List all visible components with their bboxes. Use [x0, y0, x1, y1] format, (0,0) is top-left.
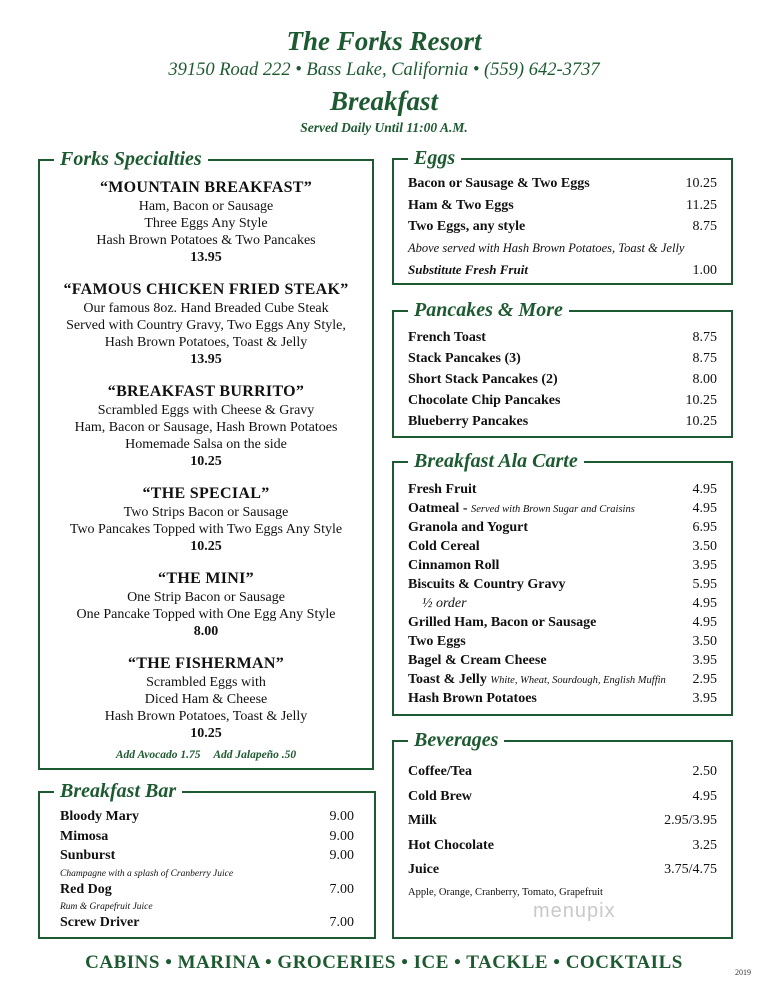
specialty-name: “THE FISHERMAN” — [127, 655, 285, 672]
bar-item-label: Sunburst — [60, 848, 116, 863]
bar-item-label: Red Dog — [60, 881, 112, 897]
eggs-item-price: 10.25 — [685, 176, 717, 191]
ala-carte-item-name — [408, 672, 666, 688]
ala-carte-item-name — [408, 520, 528, 536]
beverage-item-name — [408, 764, 472, 780]
beverage-item-label: Hot Chocolate — [408, 837, 494, 853]
eggs-item-label: Bacon or Sausage & Two Eggs — [408, 176, 590, 191]
pancake-item-price: 10.25 — [685, 414, 717, 429]
beverage-item-price: 2.95/3.95 — [664, 813, 717, 828]
ala-carte-item-label: Oatmeal - — [408, 501, 471, 516]
ala-carte-item-row — [408, 615, 717, 634]
pancake-item-label: Stack Pancakes (3) — [408, 351, 521, 366]
pancake-item-label: Blueberry Pancakes — [408, 414, 529, 429]
bar-item-subtext: Champagne with a splash of Cranberry Juice — [60, 868, 234, 879]
pancakes-list — [408, 330, 717, 435]
specialty-description: Ham, Bacon or Sausage, Hash Brown Potatoes — [74, 420, 338, 435]
bar-item-row — [60, 848, 354, 868]
beverage-item-name — [408, 789, 472, 805]
specialty-name: “MOUNTAIN BREAKFAST” — [99, 179, 313, 196]
pancake-item-name — [408, 414, 528, 430]
pancake-item-row — [408, 393, 717, 414]
eggs-note-row — [408, 241, 717, 263]
ala-carte-item-label: Two Eggs — [408, 634, 466, 649]
pancake-item-row — [408, 372, 717, 393]
specialty-description: One Pancake Topped with One Egg Any Style — [76, 607, 336, 622]
ala-carte-item-name — [408, 634, 466, 650]
ala-carte-item-name — [408, 653, 547, 669]
ala-carte-item-row — [408, 634, 717, 653]
ala-carte-item-price: 4.95 — [692, 615, 717, 630]
bar-item-row — [60, 829, 354, 849]
eggs-box — [392, 147, 733, 285]
beverage-item-name — [408, 838, 494, 854]
specialty-item — [40, 382, 372, 470]
ala-carte-item-row — [408, 558, 717, 577]
specialty-description: Diced Ham & Cheese — [144, 692, 268, 707]
beverage-item-label: Cold Brew — [408, 788, 472, 804]
ala-carte-item-row — [408, 539, 717, 558]
served-hours: Served Daily Until 11:00 A.M. — [300, 120, 468, 135]
bar-item-name — [60, 809, 139, 825]
pancake-item-price: 10.25 — [685, 393, 717, 408]
bar-item-price: 9.00 — [329, 809, 354, 824]
beverage-item-price: 2.50 — [692, 764, 717, 779]
ala-carte-item-label: Fresh Fruit — [408, 482, 477, 497]
specialty-price: 13.95 — [190, 352, 222, 367]
restaurant-address: 39150 Road 222 • Bass Lake, California • (559) 642-3737 — [168, 60, 600, 80]
specialties-addons — [40, 749, 372, 761]
ala-carte-item-name — [408, 539, 480, 555]
breakfast-bar-box — [38, 780, 376, 939]
ala-carte-item-label: Biscuits & Country Gravy — [408, 577, 566, 592]
ala-carte-item-label: Toast & Jelly — [408, 672, 491, 687]
specialty-description: Scrambled Eggs with Cheese & Gravy — [97, 403, 315, 418]
specialty-description: Hash Brown Potatoes, Toast & Jelly — [104, 335, 308, 350]
bar-item-row — [60, 915, 354, 935]
bar-item-label: Bloody Mary — [60, 809, 139, 824]
beverage-item-name — [408, 862, 439, 878]
bar-item-name — [60, 882, 112, 898]
specialty-item — [40, 569, 372, 640]
substitute-fruit-row — [408, 262, 717, 284]
specialty-description: Hash Brown Potatoes & Two Pancakes — [96, 233, 316, 248]
restaurant-title: The Forks Resort — [286, 26, 482, 56]
bar-item-name — [60, 915, 139, 931]
eggs-item-price: 11.25 — [686, 197, 717, 213]
bar-item-price: 9.00 — [329, 828, 354, 844]
bar-item-name — [60, 848, 115, 864]
specialty-price: 10.25 — [190, 454, 222, 469]
eggs-title: Eggs — [408, 145, 461, 171]
specialty-item — [40, 280, 372, 368]
pancake-item-name — [408, 351, 521, 367]
specialty-description: Hash Brown Potatoes, Toast & Jelly — [104, 709, 308, 724]
specialty-price: 10.25 — [190, 539, 222, 554]
ala-carte-item-name — [408, 482, 477, 498]
ala-carte-item-row — [408, 520, 717, 539]
specialty-price: 8.00 — [193, 624, 219, 639]
bar-item-label: Mimosa — [60, 828, 109, 844]
ala-carte-item-label: Cinnamon Roll — [408, 558, 500, 573]
specialties-list — [40, 178, 372, 756]
ala-carte-item-price: 4.95 — [692, 501, 717, 516]
ala-carte-list — [408, 482, 717, 710]
ala-carte-item-row — [408, 672, 717, 691]
pancake-item-price: 8.75 — [692, 351, 717, 366]
eggs-list — [408, 176, 717, 284]
specialty-name: “FAMOUS CHICKEN FRIED STEAK” — [63, 281, 349, 298]
ala-carte-item-price: 3.95 — [692, 558, 717, 573]
beverage-item-price: 3.25 — [692, 837, 717, 853]
pancake-item-row — [408, 414, 717, 435]
specialty-price: 10.25 — [190, 726, 222, 741]
bar-item-price: 7.00 — [329, 881, 354, 897]
ala-carte-item-price: 3.50 — [692, 539, 717, 554]
footer-year: 2019 — [735, 968, 751, 977]
specialty-item — [40, 484, 372, 555]
pancakes-title: Pancakes & More — [408, 297, 569, 323]
eggs-note: Above served with Hash Brown Potatoes, Toast & Jelly — [408, 240, 685, 255]
bar-item-subtext: Rum & Grapefruit Juice — [60, 902, 153, 912]
pancake-item-name — [408, 330, 486, 346]
specialty-name: “BREAKFAST BURRITO” — [107, 383, 305, 400]
eggs-item-name — [408, 198, 514, 214]
beverage-item-label: Milk — [408, 813, 437, 828]
ala-carte-item-note: Served with Brown Sugar and Craisins — [470, 504, 635, 515]
pancake-item-name — [408, 393, 560, 409]
specialties-title: Forks Specialties — [54, 146, 208, 172]
eggs-item-row — [408, 219, 717, 241]
ala-carte-item-row — [408, 577, 717, 596]
ala-carte-item-row — [408, 653, 717, 672]
ala-carte-item-price: 4.95 — [692, 596, 717, 611]
menu-section-title: Breakfast — [330, 86, 438, 116]
pancake-item-row — [408, 330, 717, 351]
ala-carte-item-name — [408, 691, 537, 707]
ala-carte-title: Breakfast Ala Carte — [408, 448, 584, 474]
eggs-item-label: Ham & Two Eggs — [408, 197, 514, 213]
ala-carte-item-price: 5.95 — [692, 577, 717, 592]
beverages-list — [408, 764, 717, 898]
add-avocado: Add Avocado 1.75 — [115, 749, 201, 761]
breakfast-bar-list — [60, 809, 354, 935]
ala-carte-item-label: Granola and Yogurt — [408, 520, 529, 535]
specialty-description: One Strip Bacon or Sausage — [127, 590, 285, 605]
ala-carte-item-price: 4.95 — [692, 482, 717, 497]
ala-carte-item-label: Cold Cereal — [408, 539, 480, 554]
substitute-fruit-name: Substitute Fresh Fruit — [408, 262, 528, 277]
eggs-item-name — [408, 176, 590, 192]
eggs-item-row — [408, 176, 717, 198]
ala-carte-item-price: 6.95 — [692, 520, 717, 535]
specialty-price: 13.95 — [190, 250, 222, 265]
add-jalapeno: Add Jalapeño .50 — [213, 749, 297, 761]
ala-carte-item-name — [408, 558, 499, 574]
beverage-item-row — [408, 764, 717, 789]
specialty-description: Two Pancakes Topped with Two Eggs Any Style — [69, 522, 343, 537]
specialty-description: Two Strips Bacon or Sausage — [123, 505, 289, 520]
beverage-item-row — [408, 789, 717, 814]
beverage-item-row — [408, 838, 717, 863]
eggs-item-name — [408, 219, 525, 235]
beverage-item-row — [408, 862, 717, 887]
ala-carte-item-price: 2.95 — [692, 672, 717, 687]
bar-item-row — [60, 882, 354, 902]
beverage-item-name — [408, 813, 437, 829]
ala-carte-item-note: White, Wheat, Sourdough, English Muffin — [490, 675, 666, 686]
footer-amenities: CABINS • MARINA • GROCERIES • ICE • TACKLE • COCKTAILS — [85, 952, 683, 973]
ala-carte-item-price: 3.95 — [692, 653, 717, 668]
beverages-title: Beverages — [408, 727, 504, 753]
ala-carte-item-label: Hash Brown Potatoes — [408, 691, 537, 706]
bar-item-price: 7.00 — [329, 915, 354, 930]
pancake-item-label: French Toast — [408, 330, 486, 345]
specialty-description: Served with Country Gravy, Two Eggs Any Style, — [66, 318, 346, 333]
ala-carte-item-name — [408, 615, 596, 631]
ala-carte-item-name — [408, 501, 635, 517]
ala-carte-box — [392, 450, 733, 716]
ala-carte-item-label: ½ order — [422, 596, 467, 611]
specialty-description: Ham, Bacon or Sausage — [138, 199, 274, 214]
ala-carte-item-label: Bagel & Cream Cheese — [408, 653, 547, 668]
pancake-item-price: 8.00 — [692, 372, 717, 387]
bar-item-row — [60, 809, 354, 829]
ala-carte-item-label: Grilled Ham, Bacon or Sausage — [408, 615, 597, 630]
specialties-box — [38, 148, 374, 770]
ala-carte-item-price: 3.95 — [692, 691, 717, 706]
breakfast-bar-title: Breakfast Bar — [54, 778, 182, 804]
beverage-item-price: 4.95 — [692, 788, 717, 804]
eggs-item-row — [408, 198, 717, 220]
substitute-fruit-price: 1.00 — [692, 263, 717, 278]
eggs-item-price: 8.75 — [692, 219, 717, 234]
bar-item-price: 9.00 — [329, 848, 354, 863]
eggs-item-label: Two Eggs, any style — [408, 219, 526, 234]
specialty-name: “THE SPECIAL” — [142, 485, 270, 502]
specialty-description: Scrambled Eggs with — [146, 675, 266, 690]
ala-carte-item-name — [408, 577, 566, 593]
bar-item-label: Screw Driver — [60, 915, 140, 930]
pancake-item-label: Chocolate Chip Pancakes — [408, 393, 561, 408]
pancakes-box — [392, 299, 733, 438]
beverage-item-label: Juice — [408, 862, 440, 877]
pancake-item-label: Short Stack Pancakes (2) — [408, 372, 558, 387]
pancake-item-name — [408, 372, 558, 388]
bar-item-name — [60, 829, 108, 845]
specialty-item — [40, 654, 372, 742]
ala-carte-item-price: 3.50 — [692, 634, 717, 649]
watermark-logo: menupix — [533, 900, 616, 922]
specialty-item — [40, 178, 372, 266]
beverage-item-row — [408, 813, 717, 838]
ala-carte-item-row — [408, 501, 717, 520]
ala-carte-item-row — [408, 482, 717, 501]
ala-carte-item-row — [408, 691, 717, 710]
beverage-item-label: Coffee/Tea — [408, 764, 473, 779]
pancake-item-price: 8.75 — [692, 330, 717, 345]
specialty-description: Three Eggs Any Style — [144, 216, 268, 231]
pancake-item-row — [408, 351, 717, 372]
ala-carte-item-name — [408, 596, 467, 612]
specialty-name: “THE MINI” — [158, 570, 254, 587]
beverage-item-price: 3.75/4.75 — [664, 862, 717, 877]
specialty-description: Our famous 8oz. Hand Breaded Cube Steak — [83, 301, 329, 316]
ala-carte-item-row — [408, 596, 717, 615]
juice-note: Apple, Orange, Cranberry, Tomato, Grapefruit — [408, 886, 603, 898]
specialty-description: Homemade Salsa on the side — [125, 437, 287, 452]
